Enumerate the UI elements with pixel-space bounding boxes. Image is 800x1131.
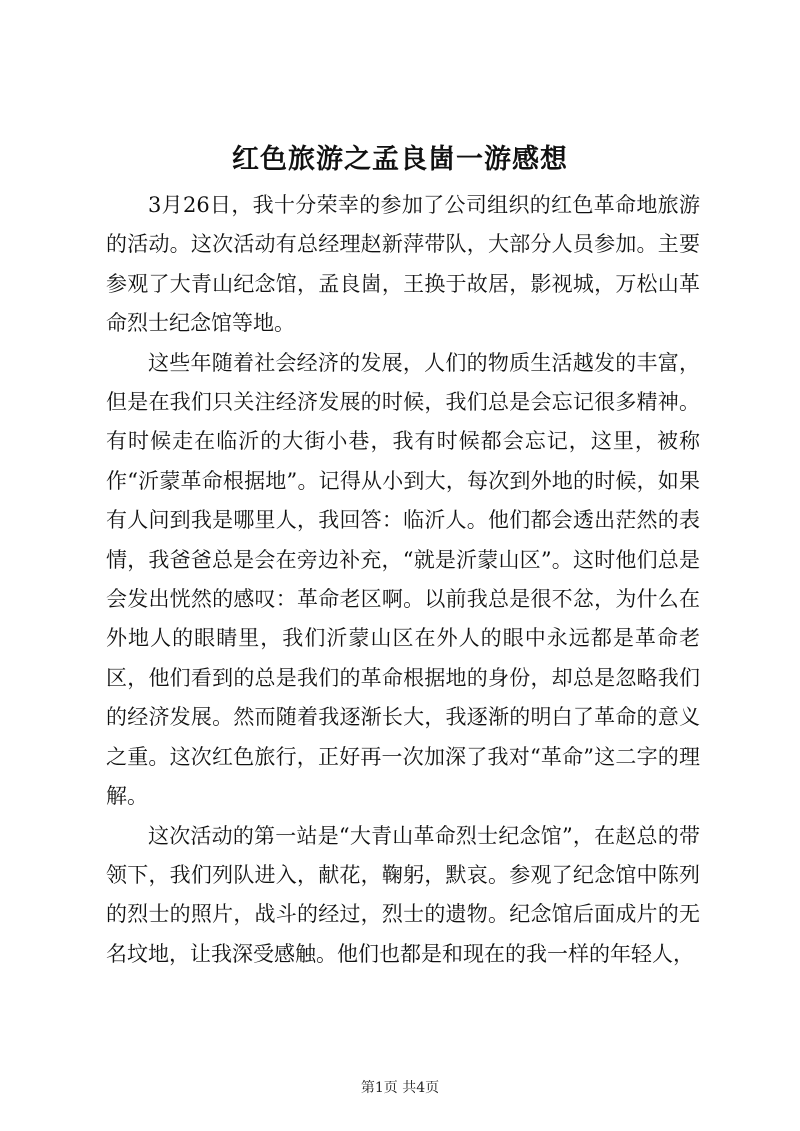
paragraph-2: 这些年随着社会经济的发展，人们的物质生活越发的丰富，但是在我们只关注经济发展的时候，我们总是会忘记很多精神。有时候走在临沂的大街小巷，我有时候都会忘记，这里，被称作“沂蒙革命根据地”。记得从小到大，每次到外地的时候，如果有人问到我是哪里人，我回答：临沂人。他们都会透出茫然的表情，我爸爸总是会在旁边补充，“就是沂蒙山区”。这时他们总是会发出恍然的感叹：革命老区啊。以前我总是很不忿，为什么在外地人的眼睛里，我们沂蒙山区在外人的眼中永远都是革命老区，他们看到的总是我们的革命根据地的身份，却总是忽略我们的经济发展。然而随着我逐渐长大，我逐渐的明白了革命的意义之重。这次红色旅行，正好再一次加深了我对“革命”这二字的理解。 (106, 350, 700, 809)
page-footer: 第1页 共4页 (360, 1080, 440, 1096)
document-body (106, 186, 700, 974)
document-title: 红色旅游之孟良崮一游感想 (232, 144, 568, 175)
paragraph-3: 这次活动的第一站是“大青山革命烈士纪念馆”，在赵总的带领下，我们列队进入，献花，鞠躬，默哀。参观了纪念馆中陈列的烈士的照片，战斗的经过，烈士的遗物。纪念馆后面成片的无名坟地，让我深受感触。他们也都是和现在的我一样的年轻人， (106, 823, 700, 966)
paragraph-1: 3月26日，我十分荣幸的参加了公司组织的红色革命地旅游的活动。这次活动有总经理赵新萍带队，大部分人员参加。主要参观了大青山纪念馆，孟良崮，王换于故居，影视城，万松山革命烈士纪念馆等地。 (106, 193, 700, 336)
